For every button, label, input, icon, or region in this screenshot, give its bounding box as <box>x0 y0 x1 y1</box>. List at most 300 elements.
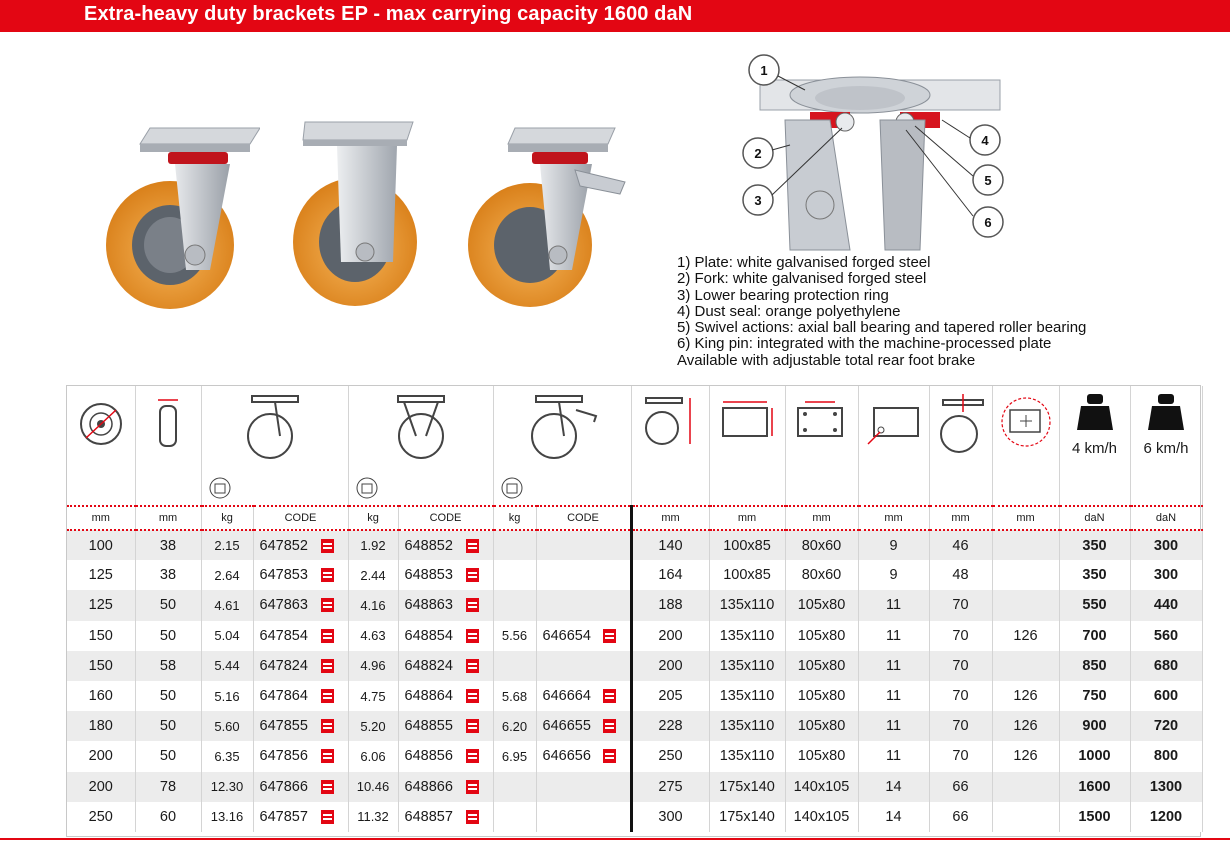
table-cell <box>253 741 348 771</box>
product-code: 648853 <box>404 567 453 584</box>
cell-value: 600 <box>1153 688 1179 705</box>
table-cell <box>858 802 929 832</box>
cell-value: 50 <box>159 718 177 735</box>
legend-item: 2) Fork: white galvanised forged steel <box>677 270 927 288</box>
unit-cell: mm <box>135 506 201 530</box>
table-cell <box>631 530 709 560</box>
cell-value: 5.56 <box>501 628 528 644</box>
cell-value: 140x105 <box>793 778 850 795</box>
table-cell <box>1059 651 1130 681</box>
table-row <box>67 651 1202 681</box>
cell-value: 14 <box>885 808 902 825</box>
package-code-icon <box>466 659 479 673</box>
table-cell <box>536 711 631 741</box>
cell-value: 38 <box>159 567 177 584</box>
product-code: 647866 <box>259 778 308 795</box>
table-cell <box>785 681 858 711</box>
cell-value: 300 <box>658 808 683 825</box>
wheel-diameter-icon <box>67 386 135 506</box>
cell-value: 6.95 <box>501 748 528 764</box>
table-cell <box>992 651 1059 681</box>
table-cell <box>201 590 253 620</box>
cell-value: 205 <box>658 688 683 705</box>
cell-value: 12.30 <box>210 779 244 795</box>
plate-size-icon <box>709 386 785 506</box>
table-cell <box>992 711 1059 741</box>
table-cell <box>253 590 348 620</box>
product-code: 647864 <box>259 688 308 705</box>
product-code: 647863 <box>259 597 308 614</box>
package-code-icon <box>321 810 334 824</box>
unit-cell: mm <box>67 506 135 530</box>
package-code-icon <box>321 689 334 703</box>
table-cell <box>67 621 135 651</box>
callout-2: 2 <box>754 146 762 161</box>
table-cell <box>536 560 631 590</box>
table-cell <box>1059 772 1130 802</box>
cell-value: 105x80 <box>797 718 846 735</box>
table-cell <box>398 802 493 832</box>
table-cell <box>858 621 929 651</box>
table-cell <box>709 681 785 711</box>
cell-value: 175x140 <box>719 778 775 795</box>
cell-value: 4.61 <box>214 597 240 613</box>
table-cell <box>201 802 253 832</box>
table-row <box>67 530 1202 560</box>
cell-value: 680 <box>1153 657 1179 674</box>
table-cell <box>536 621 631 651</box>
table-cell <box>536 802 631 832</box>
product-code: 647857 <box>259 808 308 825</box>
cell-value: 4.75 <box>360 688 386 704</box>
package-code-icon <box>466 780 479 794</box>
table-cell <box>1130 681 1202 711</box>
cell-value: 135x110 <box>719 597 775 614</box>
table-cell <box>1059 711 1130 741</box>
cell-value: 46 <box>952 537 969 554</box>
cell-value: 4.16 <box>360 597 386 613</box>
package-code-icon <box>466 719 479 733</box>
swivel-offset-icon <box>929 386 992 506</box>
brake-bracket-icon <box>493 386 631 506</box>
table-cell <box>398 621 493 651</box>
unit-cell: mm <box>929 506 992 530</box>
cell-value: 200 <box>88 778 113 795</box>
table-cell <box>493 802 536 832</box>
package-code-icon <box>321 780 334 794</box>
legend-item: 6) King pin: integrated with the machine-processed plate <box>677 335 1052 353</box>
table-cell <box>201 651 253 681</box>
table-cell <box>135 530 201 560</box>
cell-value: 200 <box>658 627 683 644</box>
cell-value: 126 <box>1013 627 1038 644</box>
units-row <box>67 506 1202 530</box>
wheel-width-icon <box>135 386 201 506</box>
table-cell <box>709 802 785 832</box>
weight-kg-icon <box>501 477 523 499</box>
cell-value: 11.32 <box>357 809 389 825</box>
cell-value: 126 <box>1013 718 1038 735</box>
package-code-icon <box>466 539 479 553</box>
cell-value: 11 <box>885 597 902 614</box>
cell-value: 9 <box>889 567 898 584</box>
cell-value: 9 <box>889 537 898 554</box>
unit-cell: kg <box>348 506 398 530</box>
unit-cell: daN <box>1130 506 1202 530</box>
unit-cell: kg <box>201 506 253 530</box>
table-cell <box>929 651 992 681</box>
table-cell <box>992 590 1059 620</box>
cell-value: 135x110 <box>719 688 775 705</box>
package-code-icon <box>321 659 334 673</box>
table-cell <box>1130 651 1202 681</box>
table-cell <box>67 802 135 832</box>
table-cell <box>785 530 858 560</box>
package-code-icon <box>603 689 616 703</box>
table-row <box>67 681 1202 711</box>
table-cell <box>493 621 536 651</box>
table-cell <box>348 530 398 560</box>
table-cell <box>398 651 493 681</box>
cell-value: 48 <box>952 567 969 584</box>
table-cell <box>201 621 253 651</box>
table-cell <box>536 772 631 802</box>
table-cell <box>398 741 493 771</box>
cell-value: 38 <box>159 537 177 554</box>
table-cell <box>709 530 785 560</box>
table-cell <box>253 772 348 802</box>
table-cell <box>348 802 398 832</box>
package-code-icon <box>466 629 479 643</box>
table-cell <box>785 772 858 802</box>
table-cell <box>135 741 201 771</box>
table-cell <box>348 741 398 771</box>
table-cell <box>135 681 201 711</box>
table-cell <box>1059 590 1130 620</box>
table-cell <box>493 772 536 802</box>
product-code: 648824 <box>404 657 453 674</box>
table-cell <box>709 711 785 741</box>
cell-value: 70 <box>952 748 969 765</box>
unit-cell: mm <box>992 506 1059 530</box>
table-cell <box>858 530 929 560</box>
fixed-caster-photo <box>285 112 425 312</box>
table-cell <box>631 590 709 620</box>
cell-value: 300 <box>1153 537 1179 554</box>
weight-icon <box>1075 392 1115 432</box>
table-cell <box>929 741 992 771</box>
cell-value: 66 <box>952 778 969 795</box>
package-code-icon <box>466 749 479 763</box>
cell-value: 228 <box>658 718 683 735</box>
table-cell <box>536 681 631 711</box>
table-cell <box>135 772 201 802</box>
table-cell <box>201 681 253 711</box>
cell-value: 100x85 <box>723 567 771 584</box>
product-code: 648852 <box>404 537 453 554</box>
cell-value: 164 <box>658 567 683 584</box>
table-cell <box>67 772 135 802</box>
cell-value: 440 <box>1153 597 1179 614</box>
table-cell <box>1130 621 1202 651</box>
cell-value: 70 <box>952 718 969 735</box>
table-cell <box>398 560 493 590</box>
table-cell <box>929 772 992 802</box>
cell-value: 1000 <box>1078 748 1111 765</box>
cell-value: 100 <box>88 537 113 554</box>
table-row <box>67 772 1202 802</box>
table-cell <box>631 802 709 832</box>
package-code-icon <box>321 629 334 643</box>
product-code: 647855 <box>259 718 308 735</box>
cell-value: 135x110 <box>719 627 775 644</box>
unit-cell: mm <box>785 506 858 530</box>
table-cell <box>631 651 709 681</box>
cell-value: 140x105 <box>793 808 850 825</box>
table-cell <box>253 681 348 711</box>
table-cell <box>992 681 1059 711</box>
cell-value: 11 <box>885 718 902 735</box>
package-code-icon <box>466 810 479 824</box>
unit-cell: CODE <box>398 506 493 530</box>
package-code-icon <box>321 539 334 553</box>
cell-value: 5.04 <box>214 628 240 644</box>
table-cell <box>493 681 536 711</box>
table-cell <box>929 590 992 620</box>
package-code-icon <box>321 598 334 612</box>
cell-value: 1.92 <box>360 538 386 554</box>
table-cell <box>1059 741 1130 771</box>
brake-caster-photo <box>460 120 630 310</box>
cell-value: 5.60 <box>214 718 240 734</box>
table-cell <box>398 681 493 711</box>
table-cell <box>858 772 929 802</box>
cell-value: 2.15 <box>214 538 240 554</box>
table-cell <box>992 560 1059 590</box>
table-row <box>67 560 1202 590</box>
cell-value: 1300 <box>1149 778 1183 795</box>
weight-icon <box>1146 392 1186 432</box>
table-cell <box>135 651 201 681</box>
table-cell <box>709 772 785 802</box>
icon-header-row <box>67 386 1202 506</box>
bolt-hole-spacing-icon <box>785 386 858 506</box>
unit-cell: mm <box>858 506 929 530</box>
callout-5: 5 <box>984 173 992 188</box>
cell-value: 50 <box>159 688 177 705</box>
legend-item: 4) Dust seal: orange polyethylene <box>677 302 901 320</box>
callout-6: 6 <box>984 215 992 230</box>
legend-item: 5) Swivel actions: axial ball bearing and tapered roller bearing <box>677 319 1087 337</box>
table-cell <box>1059 560 1130 590</box>
product-code: 648855 <box>404 718 453 735</box>
cell-value: 11 <box>885 688 902 705</box>
load-4kmh-icon <box>1059 386 1130 506</box>
table-cell <box>929 711 992 741</box>
legend-item: 1) Plate: white galvanised forged steel <box>677 254 931 271</box>
table-cell <box>493 711 536 741</box>
table-cell <box>253 530 348 560</box>
table-cell <box>858 741 929 771</box>
table-cell <box>135 711 201 741</box>
cell-value: 50 <box>159 627 177 644</box>
cell-value: 66 <box>952 808 969 825</box>
package-code-icon <box>603 719 616 733</box>
cell-value: 140 <box>658 537 683 554</box>
table-cell <box>1059 621 1130 651</box>
table-cell <box>201 530 253 560</box>
cell-value: 2.44 <box>360 567 386 583</box>
features-legend <box>677 255 1197 369</box>
table-cell <box>398 530 493 560</box>
cell-value: 200 <box>88 748 113 765</box>
product-code: 646664 <box>542 688 591 705</box>
table-cell <box>929 621 992 651</box>
table-cell <box>67 741 135 771</box>
swivel-caster-photo <box>100 120 260 310</box>
unit-cell: CODE <box>536 506 631 530</box>
table-cell <box>785 741 858 771</box>
table-cell <box>1130 741 1202 771</box>
table-cell <box>493 560 536 590</box>
table-cell <box>67 530 135 560</box>
product-code: 646656 <box>542 748 591 765</box>
table-cell <box>1130 530 1202 560</box>
cell-value: 11 <box>885 627 902 644</box>
table-row <box>67 590 1202 620</box>
product-code: 647854 <box>259 627 308 644</box>
cell-value: 4.63 <box>360 628 386 644</box>
cell-value: 135x110 <box>719 657 775 674</box>
table-cell <box>135 590 201 620</box>
cell-value: 350 <box>1082 537 1107 554</box>
table-cell <box>631 560 709 590</box>
cell-value: 6.20 <box>501 718 528 734</box>
table-cell <box>631 772 709 802</box>
table-cell <box>1059 802 1130 832</box>
cell-value: 2.64 <box>214 567 240 583</box>
bottom-rule <box>0 838 1230 840</box>
table-cell <box>536 530 631 560</box>
package-code-icon <box>321 749 334 763</box>
cell-value: 300 <box>1153 567 1179 584</box>
table-cell <box>992 772 1059 802</box>
cell-value: 126 <box>1013 748 1038 765</box>
table-cell <box>348 590 398 620</box>
product-code: 648863 <box>404 597 453 614</box>
table-cell <box>201 711 253 741</box>
product-code: 647852 <box>259 537 308 554</box>
cell-value: 80x60 <box>801 567 842 584</box>
table-cell <box>858 560 929 590</box>
cell-value: 175x140 <box>719 808 775 825</box>
table-row <box>67 741 1202 771</box>
table-cell <box>1130 560 1202 590</box>
table-cell <box>493 651 536 681</box>
speed-6kmh-label: 6 km/h <box>1143 440 1189 457</box>
unit-cell: mm <box>631 506 709 530</box>
table-cell <box>631 621 709 651</box>
table-cell <box>201 772 253 802</box>
cell-value: 1600 <box>1078 778 1111 795</box>
cell-value: 188 <box>658 597 683 614</box>
table-cell <box>493 741 536 771</box>
table-cell <box>785 560 858 590</box>
cell-value: 126 <box>1013 688 1038 705</box>
cell-value: 10.46 <box>356 779 390 795</box>
table-cell <box>67 711 135 741</box>
cell-value: 105x80 <box>797 597 846 614</box>
product-code: 648866 <box>404 778 453 795</box>
table-cell <box>67 560 135 590</box>
table-cell <box>709 741 785 771</box>
table-cell <box>253 711 348 741</box>
table-cell <box>493 530 536 560</box>
table-cell <box>67 681 135 711</box>
cell-value: 160 <box>88 688 113 705</box>
legend-item: Available with adjustable total rear foot brake <box>677 351 976 369</box>
swivel-radius-icon <box>992 386 1059 506</box>
product-code: 648864 <box>404 688 453 705</box>
cell-value: 560 <box>1153 627 1179 644</box>
cell-value: 80x60 <box>801 537 842 554</box>
cell-value: 1500 <box>1078 808 1111 825</box>
table-cell <box>398 772 493 802</box>
table-row <box>67 802 1202 832</box>
table-cell <box>348 621 398 651</box>
cell-value: 150 <box>88 657 113 674</box>
cell-value: 105x80 <box>797 688 846 705</box>
product-code: 647853 <box>259 567 308 584</box>
cell-value: 125 <box>88 597 113 614</box>
bolt-hole-diameter-icon <box>858 386 929 506</box>
table-cell <box>709 590 785 620</box>
table-cell <box>398 590 493 620</box>
cell-value: 105x80 <box>797 748 846 765</box>
table-row <box>67 621 1202 651</box>
callout-1: 1 <box>760 63 768 78</box>
cell-value: 70 <box>952 688 969 705</box>
table-cell <box>348 651 398 681</box>
unit-cell: CODE <box>253 506 348 530</box>
table-cell <box>709 621 785 651</box>
table-cell <box>992 741 1059 771</box>
table-cell <box>992 530 1059 560</box>
table-cell <box>253 802 348 832</box>
table-cell <box>709 560 785 590</box>
cell-value: 200 <box>658 657 683 674</box>
product-code: 647856 <box>259 748 308 765</box>
table-cell <box>858 681 929 711</box>
page-title: Extra-heavy duty brackets EP - max carrying capacity 1600 daN <box>84 3 693 25</box>
product-code: 646654 <box>542 627 591 644</box>
cell-value: 105x80 <box>797 657 846 674</box>
cell-value: 13.16 <box>210 809 244 825</box>
cell-value: 60 <box>159 808 177 825</box>
table-cell <box>1059 681 1130 711</box>
header-bar <box>0 0 1230 32</box>
table-cell <box>858 651 929 681</box>
cell-value: 750 <box>1082 688 1107 705</box>
cell-value: 11 <box>885 657 902 674</box>
unit-cell: kg <box>493 506 536 530</box>
table-cell <box>1130 802 1202 832</box>
table-cell <box>1130 772 1202 802</box>
table-cell <box>536 651 631 681</box>
package-code-icon <box>321 568 334 582</box>
cell-value: 5.16 <box>214 688 240 704</box>
cell-value: 700 <box>1082 627 1107 644</box>
